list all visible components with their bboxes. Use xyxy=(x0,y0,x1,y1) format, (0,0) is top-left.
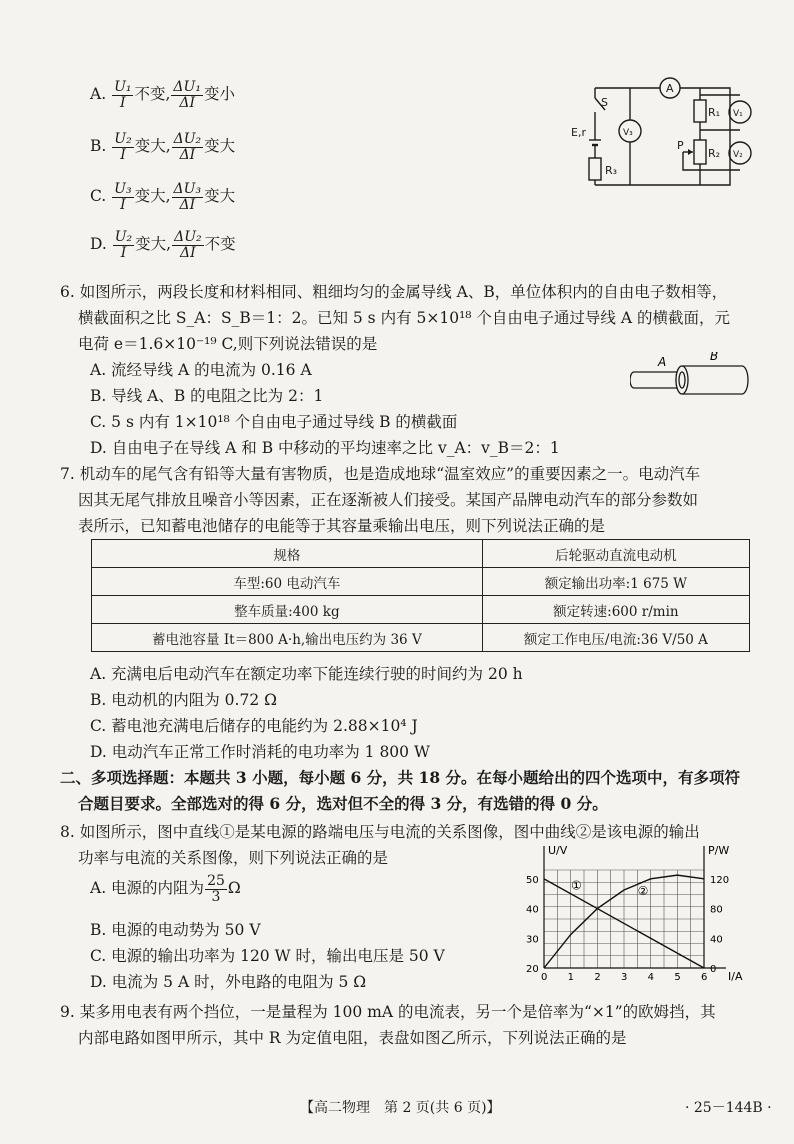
table-cell: 额定输出功率:1 675 W xyxy=(482,568,749,596)
x-tick-label: 5 xyxy=(674,972,681,983)
q9-stem-line2: 内部电路如图甲所示，其中 R 为定值电阻，表盘如图乙所示，下列说法正确的是 xyxy=(78,1029,627,1047)
x-tick-label: 3 xyxy=(621,972,628,983)
series-label-1: ① xyxy=(571,878,582,893)
y-tick-label: 40 xyxy=(526,904,539,916)
q5-option-b: B. $\frac{\text{U₂}}{I}$ 变大, $\frac{\text{ΔU₂}}{\Delta I}$ 变大 xyxy=(90,131,236,163)
q8-option-a: A. 电源的内阻为 $\frac{25}{3}$ Ω xyxy=(90,873,241,905)
q8-stem-line1: 8. 如图所示，图中直线①是某电源的路端电压与电流的关系图像，图中曲线②是该电源的输出 xyxy=(60,823,700,841)
q8-option-d: D. 电流为 5 A 时，外电路的电阻为 5 Ω xyxy=(90,973,367,991)
series-label-2: ② xyxy=(637,884,649,899)
y-tick-label: 30 xyxy=(526,934,539,946)
q6-stem-line1: 6. 如图所示，两段长度和材料相同、粗细均匀的金属导线 A、B，单位体积内的自由电子数相等， xyxy=(60,283,728,301)
table-row xyxy=(92,596,750,624)
fraction: $\frac{\text{ΔU₁}}{\Delta I}$ xyxy=(173,79,201,111)
source-label: E,r xyxy=(571,126,586,139)
q5-option-c: C. $\frac{\text{U₃}}{I}$ 变大, $\frac{\text{ΔU₃}}{\Delta I}$ 变大 xyxy=(90,181,236,213)
y2-tick-label: 40 xyxy=(710,934,723,946)
table-cell: 额定转速:600 r/min xyxy=(482,596,749,624)
ammeter-label: A xyxy=(666,82,674,95)
table-header-cell: 规格 xyxy=(92,540,483,568)
section2-line2: 合题目要求。全部选对的得 6 分，选对但不全的得 3 分，有选错的得 0 分。 xyxy=(78,794,608,813)
y2-tick-label: 80 xyxy=(710,904,723,916)
y2-axis-label: P/W xyxy=(708,844,730,857)
table-row xyxy=(92,624,750,652)
y2-tick-label: 120 xyxy=(710,874,730,886)
wire-diagram xyxy=(630,352,750,402)
fraction: $\frac{\text{U₁}}{I}$ xyxy=(114,79,132,111)
table-cell: 蓄电池容量 It＝800 A·h,输出电压约为 36 V xyxy=(92,624,483,652)
v1-label: V₁ xyxy=(733,109,743,119)
x-axis-label: I/A xyxy=(728,970,743,983)
q6-option-b: B. 导线 A、B 的电阻之比为 2：1 xyxy=(90,387,324,405)
q8-stem-line2: 功率与电流的关系图像，则下列说法正确的是 xyxy=(78,849,389,867)
section2-line1: 二、多项选择题：本题共 3 小题，每小题 6 分，共 18 分。在每小题给出的四个选项中，有多项符 xyxy=(60,768,741,787)
q7-stem-line2: 因其无尾气排放且噪音小等因素，正在逐渐被人们接受。某国产品牌电动汽车的部分参数如 xyxy=(78,491,699,509)
y-axis-label: U/V xyxy=(548,844,568,857)
r1-label: R₁ xyxy=(708,106,721,119)
x-tick-label: 2 xyxy=(594,972,601,983)
u-p-i-chart xyxy=(520,842,770,988)
r2-label: R₂ xyxy=(708,147,721,160)
wire-b-label: B xyxy=(710,352,719,363)
table-cell: 额定工作电压/电流:36 V/50 A xyxy=(482,624,749,652)
q9-stem-line1: 9. 某多用电表有两个挡位，一是量程为 100 mA 的电流表，另一个是倍率为“×1”的欧姆挡，其 xyxy=(60,1003,716,1021)
table-cell: 车型:60 电动汽车 xyxy=(92,568,483,596)
page-code: · 25－144B · xyxy=(685,1100,772,1116)
q6-stem-line3: 电荷 e＝1.6×10⁻¹⁹ C,则下列说法错误的是 xyxy=(78,335,378,353)
q5-option-a: A. $\frac{\text{U₁}}{I}$ 不变, $\frac{\text{ΔU₁}}{\Delta I}$ 变小 xyxy=(90,79,235,111)
r3-label: R₃ xyxy=(605,164,618,177)
v3-label: V₃ xyxy=(623,128,633,138)
q7-option-c: C. 蓄电池充满电后储存的电能约为 2.88×10⁴ J xyxy=(90,717,418,735)
table-cell: 整车质量:400 kg xyxy=(92,596,483,624)
table-header-cell: 后轮驱动直流电动机 xyxy=(482,540,749,568)
y-tick-label: 50 xyxy=(526,874,539,886)
x-tick-label: 0 xyxy=(541,972,548,983)
page-footer: 【高二物理 第 2 页(共 6 页)】 xyxy=(300,1100,501,1116)
q7-stem-line1: 7. 机动车的尾气含有铅等大量有害物质，也是造成地球“温室效应”的重要因素之一。电动汽车 xyxy=(60,465,701,483)
wire-a-label: A xyxy=(658,355,667,369)
x-tick-label: 1 xyxy=(567,972,575,983)
y-tick-label: 20 xyxy=(526,964,539,975)
spec-table xyxy=(91,539,750,652)
table-row xyxy=(92,568,750,596)
x-tick-label: 6 xyxy=(701,972,708,983)
v2-label: V₂ xyxy=(733,150,743,160)
q8-option-c: C. 电源的输出功率为 120 W 时，输出电压是 50 V xyxy=(90,947,445,965)
q7-stem-line3: 表所示，已知蓄电池储存的电能等于其容量乘输出电压，则下列说法正确的是 xyxy=(78,517,606,535)
q6-stem-line2: 横截面积之比 S_A：S_B＝1：2。已知 5 s 内有 5×10¹⁸ 个自由电子通过导线 A 的横截面，元 xyxy=(78,309,730,327)
q5-option-d: D. $\frac{\text{U₂}}{I}$ 变大, $\frac{\text{ΔU₂}}{\Delta I}$ 不变 xyxy=(90,229,236,261)
y2-tick-label: 0 xyxy=(710,964,717,975)
q6-option-d: D. 自由电子在导线 A 和 B 中移动的平均速率之比 v_A：v_B＝2：1 xyxy=(90,439,560,457)
table-header-row xyxy=(92,540,750,568)
q8-option-b: B. 电源的电动势为 50 V xyxy=(90,921,261,939)
q7-option-b: B. 电动机的内阻为 0.72 Ω xyxy=(90,691,277,709)
q7-option-a: A. 充满电后电动汽车在额定功率下能连续行驶的时间约为 20 h xyxy=(90,665,523,683)
x-tick-label: 4 xyxy=(647,972,655,983)
q6-option-c: C. 5 s 内有 1×10¹⁸ 个自由电子通过导线 B 的横截面 xyxy=(90,413,458,431)
switch-label: S xyxy=(601,96,608,109)
p-label: P xyxy=(677,139,684,152)
q6-option-a: A. 流经导线 A 的电流为 0.16 A xyxy=(90,361,312,379)
q7-option-d: D. 电动汽车正常工作时消耗的电功率为 1 800 W xyxy=(90,743,430,761)
circuit-diagram xyxy=(565,70,755,190)
